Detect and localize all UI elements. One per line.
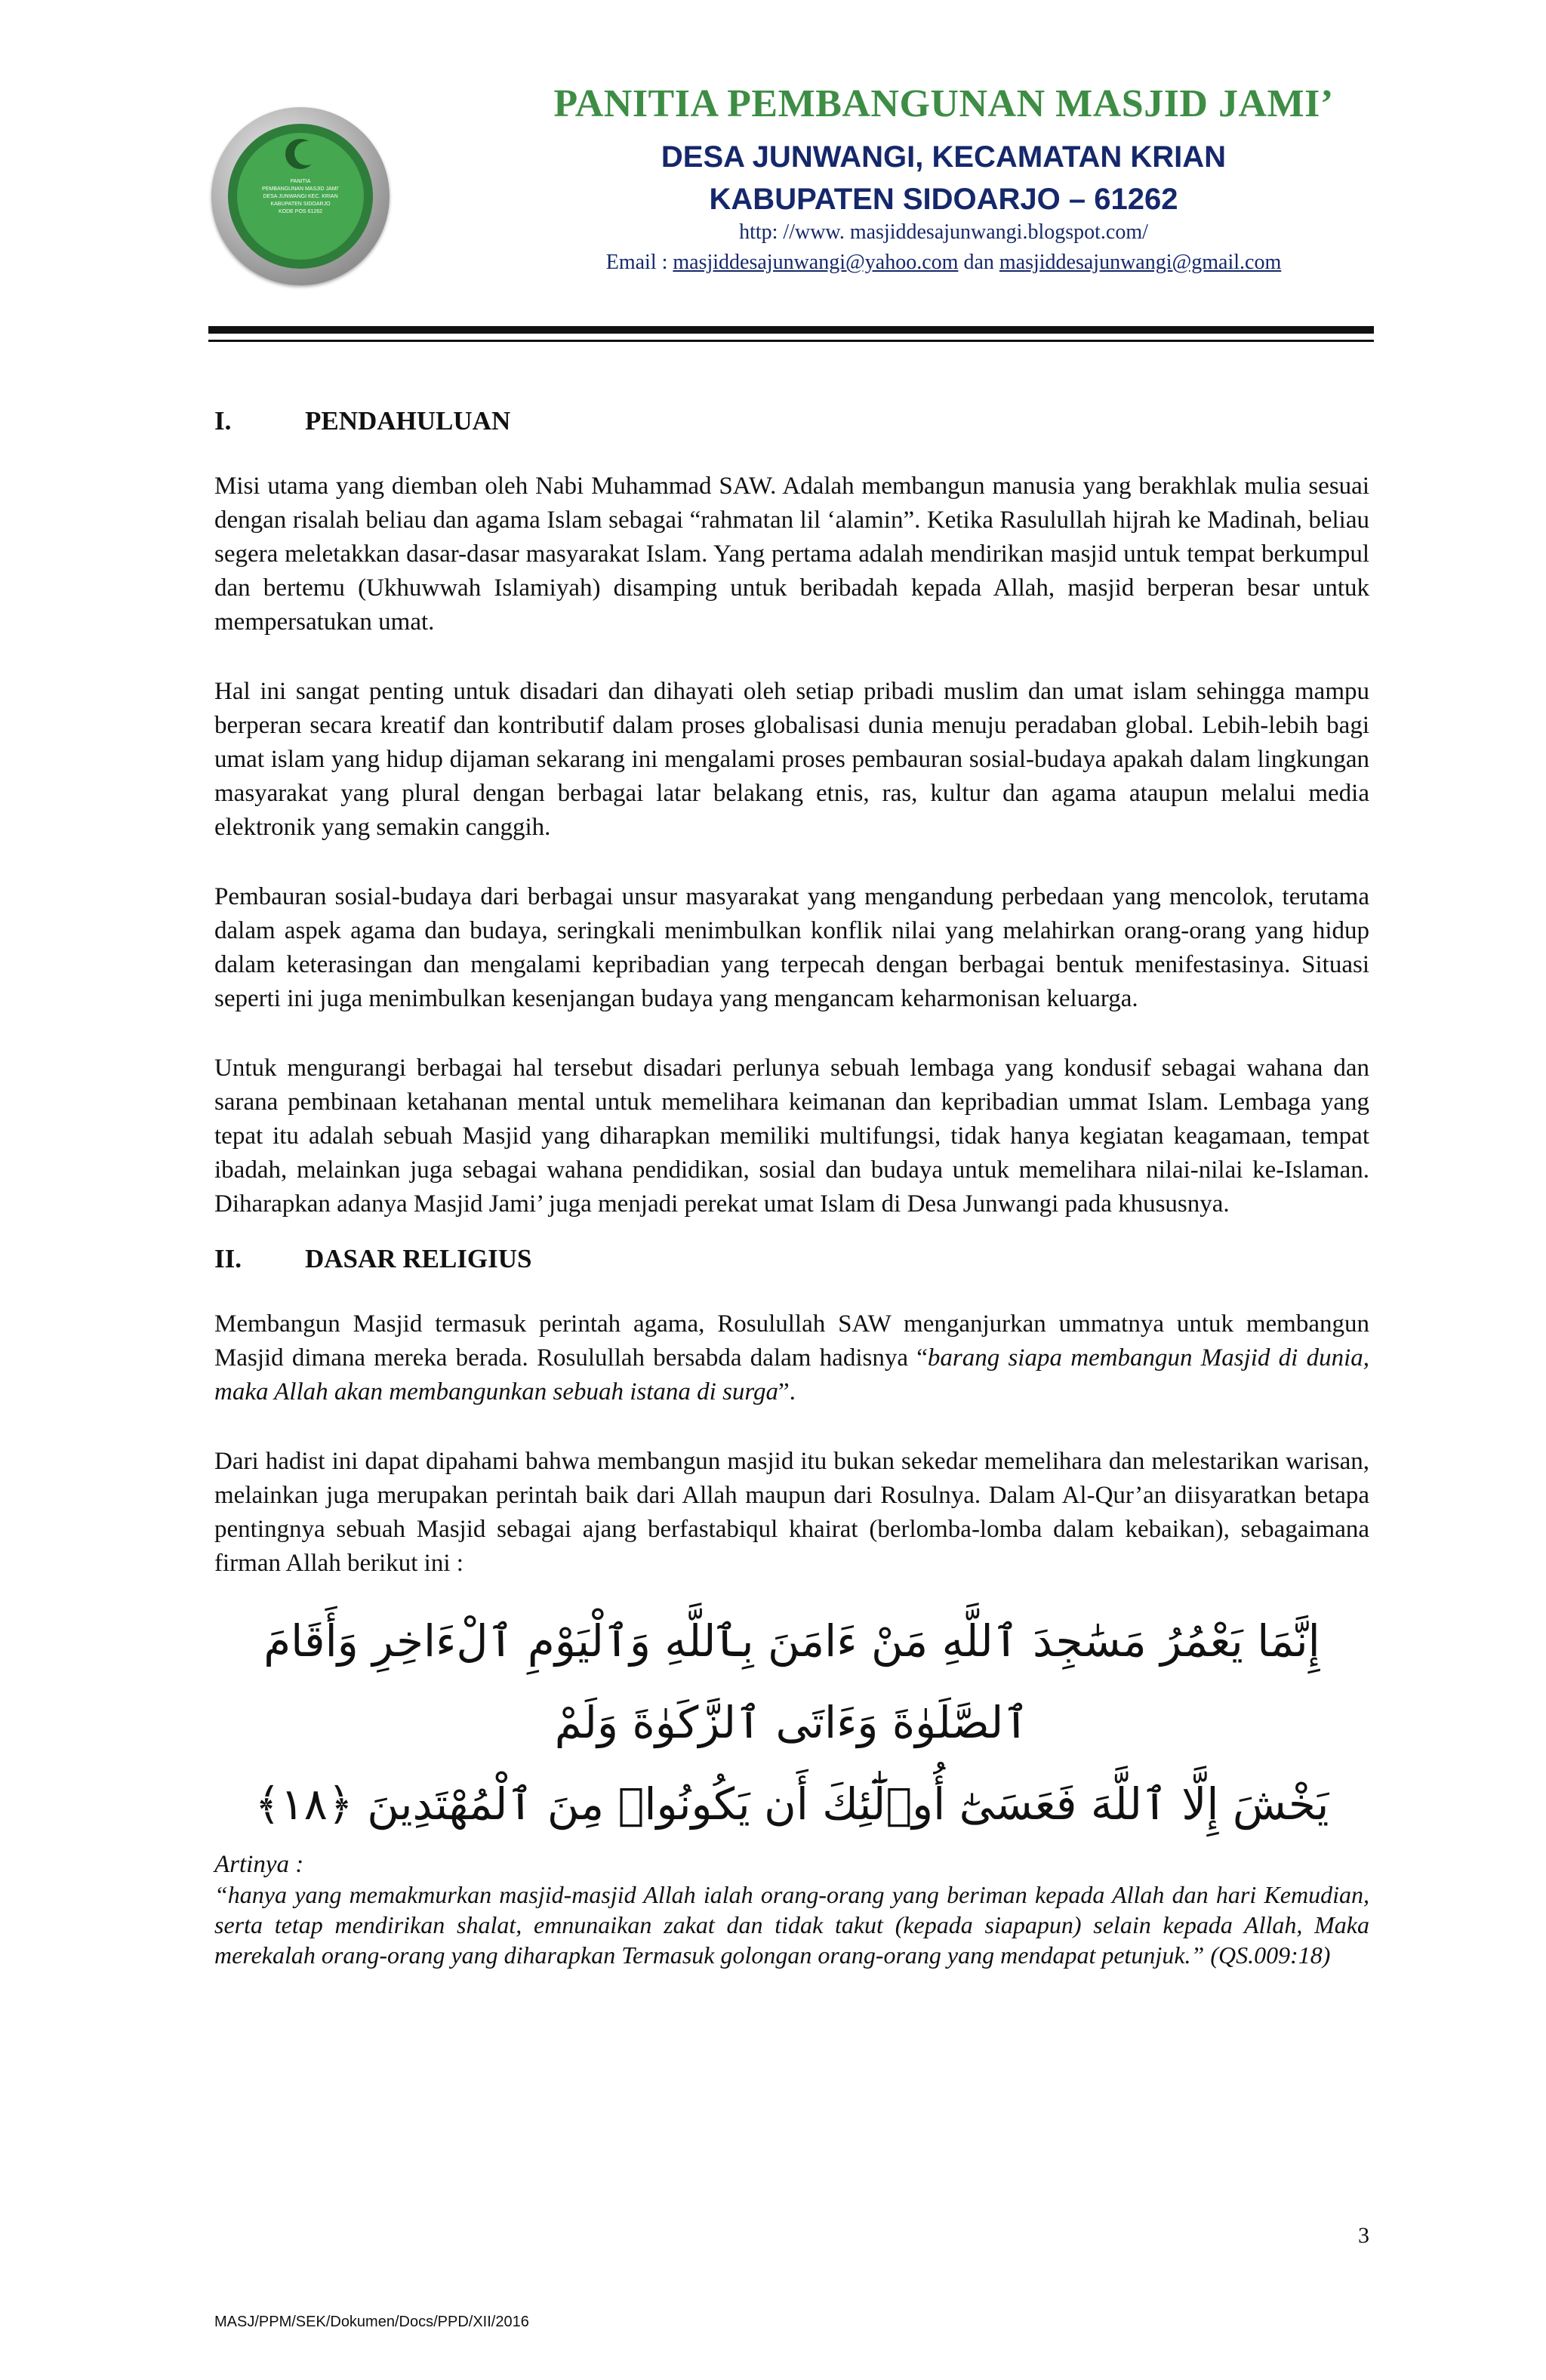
section-number: II. [214,1244,242,1273]
paragraph: Dari hadist ini dapat dipahami bahwa membangun masjid itu bukan sekedar memelihara dan melestarikan warisan, melainkan juga merupakan perintah baik dari Allah maupun dari Rosulnya. Dalam Al-Qur’an diisyaratkan betapa pentingnya sebuah Masjid sebagai ajang berfastabiqul khairat (berlomba-lomba dalam kebaikan), sebagaimana firman Allah berikut ini : [214,1448,1369,1577]
email-label: Email : [605,251,673,274]
paragraph: Hal ini sangat penting untuk disadari dan dihayati oleh setiap pribadi muslim dan umat islam sehingga mampu berperan secara kreatif dan kontributif dalam proses globalisasi dunia menuju peradaban global. Lebih-lebih bagi umat islam yang hidup dijaman sekarang ini mengalami proses pembauran sosial-budaya apakah dalam lingkungan masyarakat yang plural dengan berbagai latar belakang etnis, ras, kultur dan agama ataupun melalui media elektronik yang semakin canggih. [214,678,1369,841]
email-separator: dan [958,251,999,274]
crescent-star-icon [285,139,316,169]
paragraph: Pembauran sosial-budaya dari berbagai unsur masyarakat yang mengandung perbedaan yang mencolok, terutama dalam aspek agama dan budaya, seringkali menimbulkan konflik nilai yang melahirkan orang-orang yang hidup dalam keterasingan dan mengalami kepribadian yang terpecah dengan berbagai bentuk menifestasinya. Situasi seperti ini juga menimbulkan kesenjangan budaya yang mengancam keharmonisan keluarga. [214,883,1369,1012]
paragraph-hadith [214,1307,1369,1409]
masjid-logo [211,107,390,285]
section-title: DASAR RELIGIUS [305,1244,532,1273]
section-heading-dasar-religius [214,1238,1369,1280]
section-number: I. [214,406,232,436]
document-body [214,400,1369,1970]
org-address-line-1: DESA JUNWANGI, KECAMATAN KRIAN [661,140,1227,174]
hadith-quote: barang siapa membangun Masjid di dunia, maka Allah akan membangunkan sebuah istana di surga [214,1344,1369,1406]
header-rule-thick [208,326,1374,334]
org-title: PANITIA PEMBANGUNAN MASJID JAMI’ [553,82,1334,125]
logo-text: PANITIA PEMBANGUNAN MASJID JAMI' DESA JUNWANGI KEC. KRIAN KABUPATEN SIDOARJO KODE POS 61262 [262,179,339,214]
hadith-tail: ”. [778,1378,796,1406]
arabic-line-1: إِنَّمَا يَعْمُرُ مَسَٰجِدَ ٱللَّهِ مَنْ ءَامَنَ بِٱللَّهِ وَٱلْيَوْمِ ٱلْءَاخِرِ وَأَقَامَ ٱلصَّلَوٰةَ وَءَاتَى ٱلزَّكَوٰةَ وَلَمْ [263,1615,1320,1748]
org-email-line [453,249,1434,276]
header-rule-thin [208,340,1374,342]
document-code: MASJ/PPM/SEK/Dokumen/Docs/PPD/XII/2016 [214,2314,529,2330]
arabic-line-2: يَخْشَ إِلَّا ٱللَّهَ فَعَسَىٰٓ أُو۟لَٰٓئِكَ أَن يَكُونُوا۟ مِنَ ٱلْمُهْتَدِينَ ﴿١٨﴾ [254,1778,1329,1830]
section-heading-pendahuluan [214,400,1369,442]
section-title: PENDAHULUAN [305,406,511,436]
email-link-yahoo[interactable]: masjiddesajunwangi@yahoo.com [673,251,959,274]
email-link-gmail[interactable]: masjiddesajunwangi@gmail.com [999,251,1282,274]
hadith-lead: Membangun Masjid termasuk perintah agama, Rosulullah SAW menganjurkan ummatnya untuk membangun Masjid dimana mereka berada. Rosulullah bersabda dalam hadisnya “ [214,1310,1369,1372]
translation-label: Artinya : [214,1851,304,1878]
quran-verse-arabic [214,1600,1369,1845]
paragraph: Untuk mengurangi berbagai hal tersebut disadari perlunya sebuah lembaga yang kondusif sebagai wahana dan sarana pembinaan ketahanan mental untuk memelihara keimanan dan kepribadian ummat Islam. Lembaga yang tepat itu adalah sebuah Masjid yang diharapkan memiliki multifungsi, tidak hanya kegiatan keagamaan, tempat ibadah, melainkan juga sebagai wahana pendidikan, sosial dan budaya untuk memelihara nilai-nilai ke-Islaman. Diharapkan adanya Masjid Jami’ juga menjadi perekat umat Islam di Desa Junwangi pada khususnya. [214,1055,1369,1218]
org-website: http: //www. masjiddesajunwangi.blogspot.com/ [739,220,1148,244]
org-address-line-2: KABUPATEN SIDOARJO – 61262 [709,183,1178,216]
paragraph: Misi utama yang diemban oleh Nabi Muhammad SAW. Adalah membangun manusia yang berakhlak mulia sesuai dengan risalah beliau dan agama Islam sebagai “rahmatan lil ‘alamin”. Ketika Rasulullah hijrah ke Madinah, beliau segera meletakkan dasar-dasar masyarakat Islam. Yang pertama adalah mendirikan masjid untuk tempat berkumpul dan bertemu (Ukhuwwah Islamiyah) disamping untuk beribadah kepada Allah, masjid berperan besar untuk mempersatukan umat. [214,473,1369,636]
translation-text: “hanya yang memakmurkan masjid-masjid Allah ialah orang-orang yang beriman kepada Allah dan hari Kemudian, serta tetap mendirikan shalat, emnunaikan zakat dan tidak takut (kepada siapapun) selain kepada Allah, Maka merekalah orang-orang yang diharapkan Termasuk golongan orang-orang yang mendapat petunjuk.” (QS.009:18) [214,1881,1369,1969]
page-number: 3 [1358,2223,1369,2248]
